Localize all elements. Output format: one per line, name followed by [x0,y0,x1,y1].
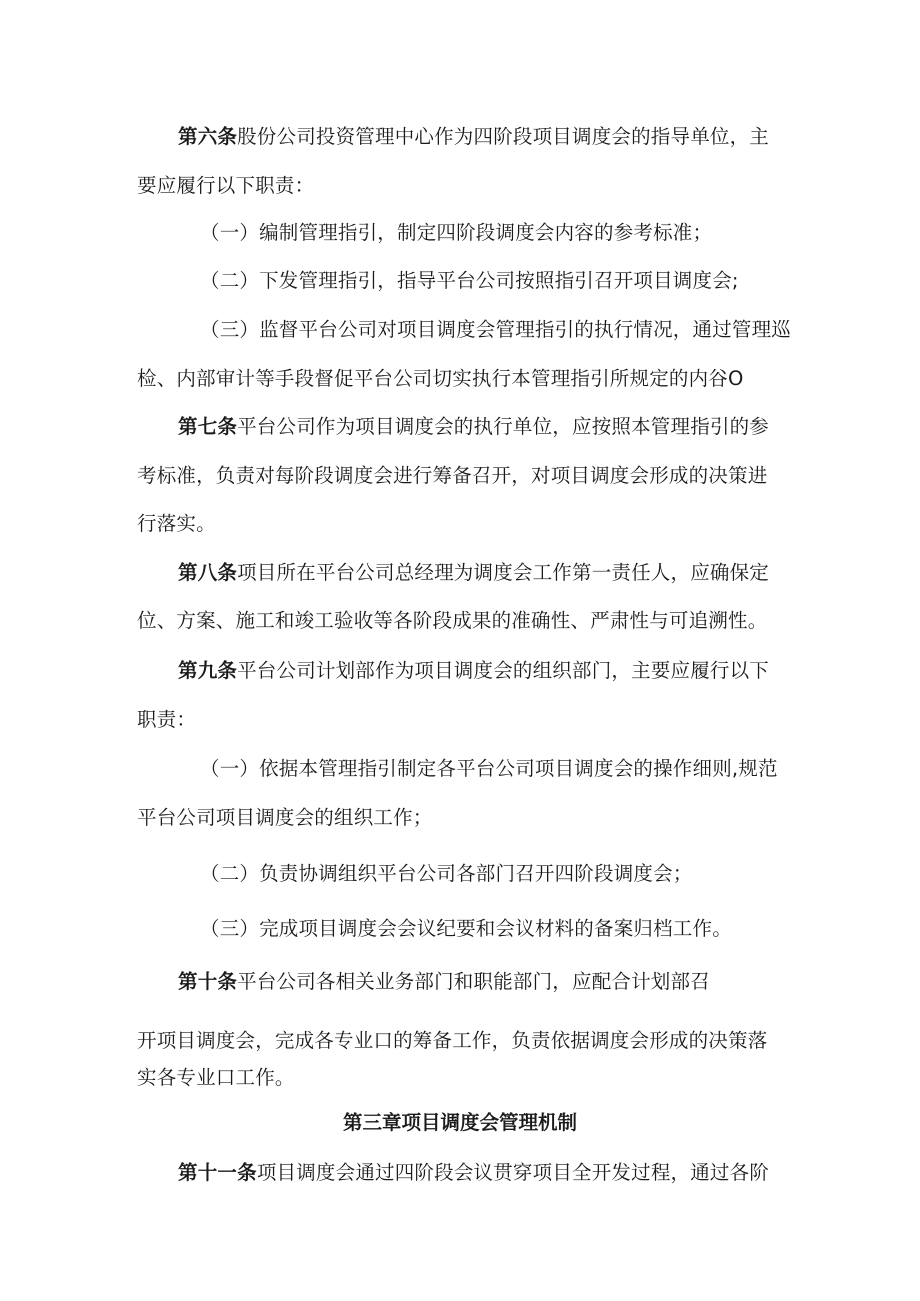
article-10-label: 第十条 [178,970,238,993]
article-8-line-2: 位、方案、施工和竣工验收等各阶段成果的准确性、严肃性与可追溯性。 [137,609,768,632]
article-8-label: 第八条 [178,561,238,584]
article-10-line-2: 开项目调度会，完成各专业口的筹备工作，负责依据调度会形成的决策落 [137,1029,768,1052]
article-9-item-3: （三）完成项目调度会会议纪要和会议材料的备案归档工作。 [200,917,732,940]
article-6-line-1 [178,122,769,152]
article-7-text: 平台公司作为项目调度会的执行单位，应按照本管理指引的参 [237,415,770,438]
article-7-line-1 [178,412,769,442]
article-9-item-1: （一）依据本管理指引制定各平台公司项目调度会的操作细则,规范 [200,757,778,780]
article-8-text: 项目所在平台公司总经理为调度会工作第一责任人，应确保定 [237,561,770,584]
article-10-line-1 [178,967,710,997]
article-7-label: 第七条 [178,415,238,438]
article-9-item-2: （二）负责协调组织平台公司各部门召开四阶段调度会； [200,862,693,885]
article-9-line-1 [178,656,769,686]
article-6-item-1: （一）编制管理指引，制定四阶段调度会内容的参考标准； [200,221,713,244]
article-11-label: 第十一条 [178,1161,257,1184]
article-7-line-2: 考标准，负责对每阶段调度会进行筹备召开，对项目调度会形成的决策进 [137,464,768,487]
article-6-label: 第六条 [178,125,238,148]
article-11-line-1 [178,1158,769,1188]
article-9-text: 平台公司计划部作为项目调度会的组织部门，主要应履行以下 [237,659,770,682]
article-9-label: 第九条 [178,659,238,682]
article-9-item-1-cont: 平台公司项目调度会的组织工作； [137,806,433,829]
article-11-text: 项目调度会通过四阶段会议贯穿项目全开发过程，通过各阶 [256,1161,770,1184]
article-6-item-3-cont: 检、内部审计等手段督促平台公司切实执行本管理指引所规定的内谷O [137,367,744,390]
article-10-text: 平台公司各相关业务部门和职能部门，应配合计划部召 [237,970,710,993]
chapter-3-heading: 第三章项目调度会管理机制 [342,1111,577,1134]
article-10-line-3: 实各专业口工作。 [137,1066,295,1089]
article-6-text: 股份公司投资管理中心作为四阶段项目调度会的指导单位，主 [237,125,770,148]
article-9-line-2: 职责： [137,708,197,731]
article-7-line-3: 行落实。 [137,512,216,535]
article-6-item-2: （二）下发管理指引，指导平台公司按照指引召开项目调度会; [200,269,739,292]
article-8-line-1 [178,558,769,588]
article-6-line-2: 要应履行以下职责： [137,174,315,197]
article-6-item-3: （三）监督平台公司对项目调度会管理指引的执行情况，通过管理巡 [200,318,792,341]
